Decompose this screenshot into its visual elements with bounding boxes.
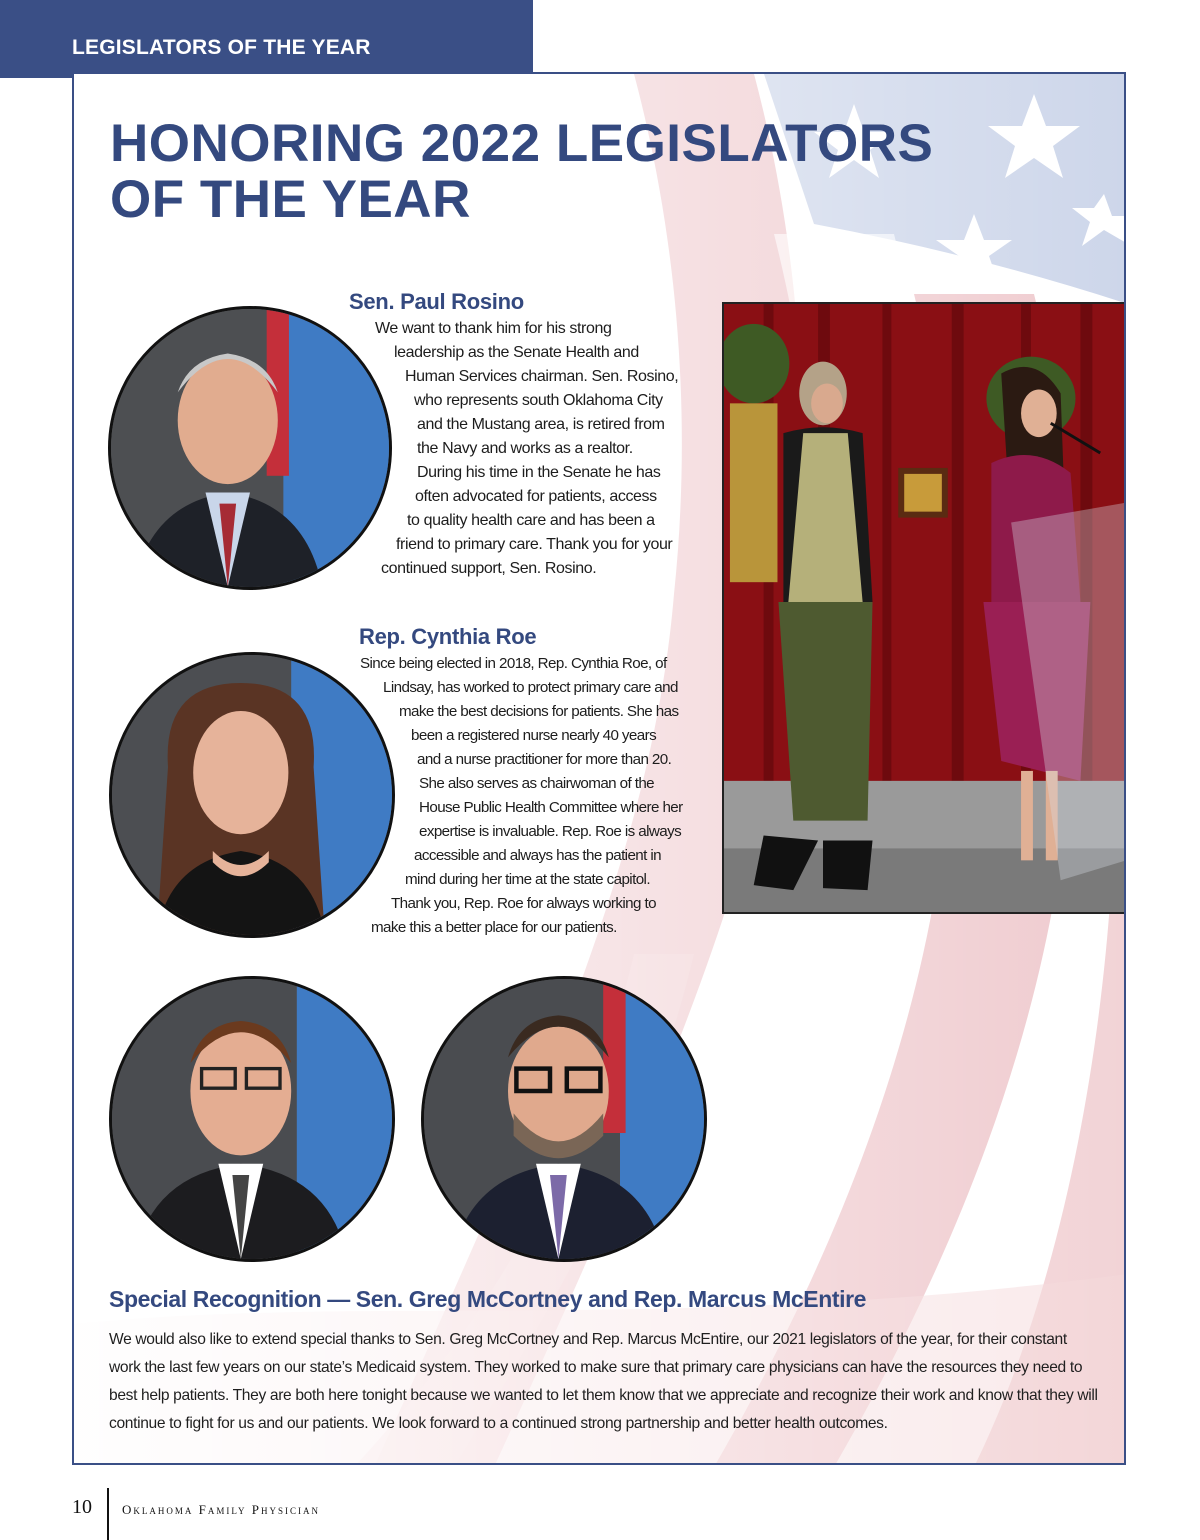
bio-line: During his time in the Senate he has [417, 464, 661, 481]
bio-line: Since being elected in 2018, Rep. Cynthia Roe, of [360, 655, 667, 672]
bio-line: often advocated for patients, access [415, 488, 657, 505]
portrait-marcus-mcentire [421, 976, 707, 1262]
bio-line: make this a better place for our patients. [371, 919, 617, 936]
award-presentation-photo [722, 302, 1126, 914]
page-number: 10 [72, 1496, 92, 1518]
article-frame [72, 72, 1126, 1465]
special-recognition-title: Special Recognition — Sen. Greg McCortney and Rep. Marcus McEntire [109, 1286, 867, 1312]
portrait-greg-mccortney [109, 976, 395, 1262]
bio-line: expertise is invaluable. Rep. Roe is always [419, 823, 682, 840]
publication-name: Oklahoma Family Physician [122, 1502, 320, 1517]
bio-line: friend to primary care. Thank you for your [396, 536, 673, 553]
bio-line: make the best decisions for patients. She has [399, 703, 679, 720]
bio-line: and a nurse practitioner for more than 20. [417, 751, 672, 768]
bio-line: the Navy and works as a realtor. [417, 440, 633, 457]
page-title-line-2: OF THE YEAR [110, 170, 471, 229]
bio-line: mind during her time at the state capitol. [405, 871, 650, 888]
page-title [110, 116, 933, 228]
special-recognition-body: We would also like to extend special thanks to Sen. Greg McCortney and Rep. Marcus McEntire, our 2021 legislators of the year, for their constant work the last few years on our state’s Medicaid system. They worked to make sure that primary care physicians can have the resources they need to best help patients. They are both here tonight because we wanted to let them know that we appreciate and recognize their work and know that they will continue to fight for us and our patients. We look forward to a continued strong partnership and better health outcomes. [109, 1331, 1098, 1432]
section-tab [0, 0, 533, 78]
bio-line: Thank you, Rep. Roe for always working to [391, 895, 656, 912]
bio-line: to quality health care and has been a [407, 512, 655, 529]
bio-line: accessible and always has the patient in [414, 847, 662, 864]
portrait-paul-rosino [108, 306, 392, 590]
section-label: LEGISLATORS OF THE YEAR [72, 36, 371, 59]
bio-line: Lindsay, has worked to protect primary care and [383, 679, 678, 696]
page-title-line-1: HONORING 2022 LEGISLATORS [110, 114, 934, 173]
bio-line: House Public Health Committee where her [419, 799, 683, 816]
bio-line: We want to thank him for his strong [375, 320, 612, 337]
bio-line: leadership as the Senate Health and [394, 344, 639, 361]
legislator-name-roe: Rep. Cynthia Roe [359, 624, 537, 649]
bio-line: and the Mustang area, is retired from [417, 416, 665, 433]
bio-line: who represents south Oklahoma City [414, 392, 663, 409]
footer-divider [107, 1488, 109, 1540]
bio-line: continued support, Sen. Rosino. [381, 560, 597, 577]
portrait-cynthia-roe [109, 652, 395, 938]
bio-line: She also serves as chairwoman of the [419, 775, 655, 792]
legislator-name-rosino: Sen. Paul Rosino [349, 289, 524, 314]
bio-line: Human Services chairman. Sen. Rosino, [405, 368, 679, 385]
bio-line: been a registered nurse nearly 40 years [411, 727, 657, 744]
